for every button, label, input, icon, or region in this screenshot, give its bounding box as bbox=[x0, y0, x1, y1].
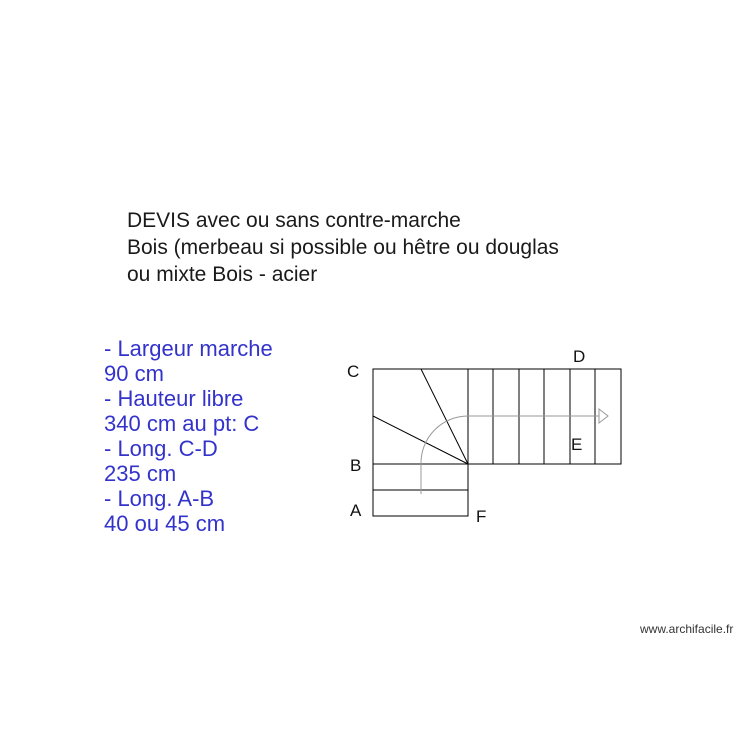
spec-step-width-value: 90 cm bbox=[104, 361, 164, 386]
spec-headroom-value: 340 cm au pt: C bbox=[104, 411, 260, 436]
point-label-c: C bbox=[347, 362, 360, 381]
spec-length-ab-label: - Long. A-B bbox=[104, 486, 215, 511]
walking-line-arrow bbox=[599, 409, 608, 423]
point-label-a: A bbox=[350, 501, 362, 520]
point-label-d: D bbox=[573, 347, 586, 366]
title-line-3: ou mixte Bois - acier bbox=[127, 263, 318, 286]
title-line-2: Bois (merbeau si possible ou hêtre ou douglas bbox=[127, 236, 559, 259]
spec-length-cd-value: 235 cm bbox=[104, 461, 177, 486]
title-line-1: DEVIS avec ou sans contre-marche bbox=[127, 209, 461, 232]
point-label-f: F bbox=[476, 507, 487, 526]
winder-line-2 bbox=[373, 416, 468, 464]
spec-length-cd-label: - Long. C-D bbox=[104, 436, 218, 461]
point-label-e: E bbox=[571, 435, 583, 454]
point-label-b: B bbox=[350, 456, 362, 475]
spec-headroom-label: - Hauteur libre bbox=[104, 386, 244, 411]
watermark: www.archifacile.fr bbox=[640, 622, 734, 636]
walking-line-path bbox=[421, 416, 599, 494]
spec-length-ab-value: 40 ou 45 cm bbox=[104, 511, 226, 536]
spec-step-width-label: - Largeur marche bbox=[104, 336, 273, 361]
winder-landing bbox=[373, 369, 468, 464]
